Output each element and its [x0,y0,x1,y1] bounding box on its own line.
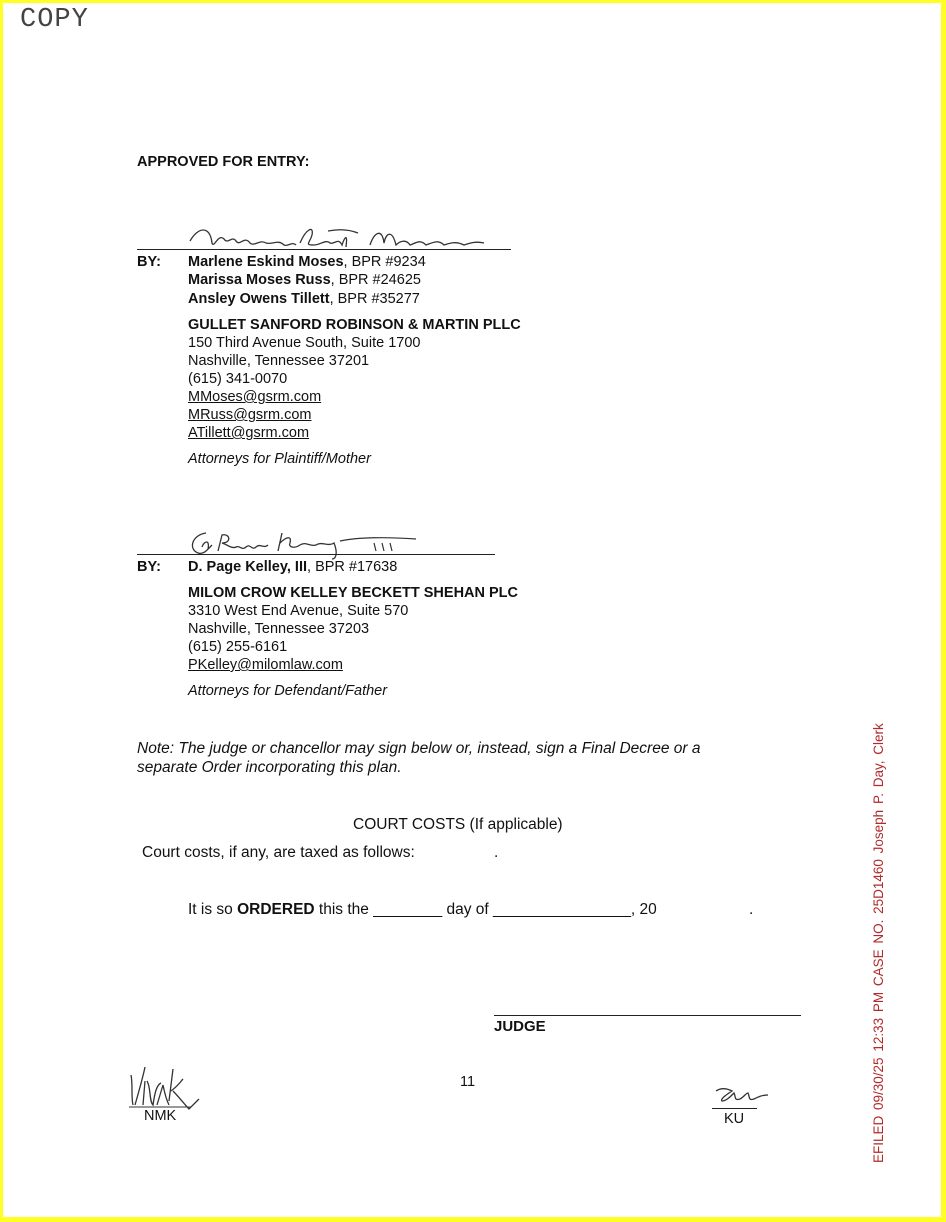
initials-signature-nmk-icon [127,1061,207,1111]
address-line1-defendant: 3310 West End Avenue, Suite 570 [188,603,409,619]
initials-signature-ku-icon [712,1085,772,1107]
bpr-number: , BPR #9234 [343,254,426,270]
email-link-pkelley[interactable]: PKelley@milomlaw.com [188,657,343,673]
signature-moses-icon [188,219,488,253]
attorney-name: D. Page Kelley, III [188,559,308,575]
note-line2: separate Order incorporating this plan. [137,759,402,776]
email-link-mruss[interactable]: MRuss@gsrm.com [188,407,312,423]
attorney-kelley [188,558,397,576]
attorney-name: Marlene Eskind Moses [188,254,344,270]
court-costs-text: Court costs, if any, are taxed as follows: [142,844,415,861]
email-link-mmoses[interactable]: MMoses@gsrm.com [188,389,322,405]
role-defendant: Attorneys for Defendant/Father [188,683,388,699]
address-line1-plaintiff: 150 Third Avenue South, Suite 1700 [188,335,421,351]
firm-name-plaintiff: GULLET SANFORD ROBINSON & MARTIN PLLC [188,317,521,333]
attorney-tillett [188,290,420,308]
approved-heading: APPROVED FOR ENTRY: [137,154,310,170]
signature-kelley-icon [188,527,418,561]
email-link-atillett[interactable]: ATillett@gsrm.com [188,425,310,441]
page-number: 11 [460,1074,476,1090]
bpr-number: , BPR #24625 [330,272,421,288]
judge-label: JUDGE [494,1018,546,1035]
attorney-moses [188,253,426,271]
order-line [188,901,657,919]
bpr-number: , BPR #17638 [307,559,398,575]
order-end-period: . [749,901,754,918]
address-line2-plaintiff: Nashville, Tennessee 37201 [188,353,370,369]
order-prefix: It is so [188,901,238,918]
judge-signature-line [494,1015,801,1016]
role-plaintiff: Attorneys for Plaintiff/Mother [188,451,371,467]
attorney-name: Marissa Moses Russ [188,272,331,288]
order-date-blanks: this the ________ day of ________________, 20 [314,901,657,918]
signature-line-defendant [137,554,495,555]
ordered-bold: ORDERED [237,901,315,918]
by-label-defendant: BY: [137,559,161,575]
efiled-stamp: EFILED 09/30/25 12:33 PM CASE NO. 25D1460 Joseph P. Day, Clerk [871,723,886,1163]
court-costs-heading: COURT COSTS (If applicable) [353,816,563,833]
bpr-number: , BPR #35277 [329,291,420,307]
copy-stamp: COPY [20,5,89,35]
court-costs-period: . [494,844,499,861]
attorney-russ [188,271,421,289]
document-page [3,3,941,1217]
address-line2-defendant: Nashville, Tennessee 37203 [188,621,370,637]
phone-plaintiff: (615) 341-0070 [188,371,288,387]
phone-defendant: (615) 255-6161 [188,639,288,655]
by-label-plaintiff: BY: [137,254,161,270]
attorney-name: Ansley Owens Tillett [188,291,330,307]
note-line1: Note: The judge or chancellor may sign below or, instead, sign a Final Decree or a [137,740,701,757]
initials-ku: KU [724,1111,745,1127]
firm-name-defendant: MILOM CROW KELLEY BECKETT SHEHAN PLC [188,585,519,601]
initials-line-ku [712,1108,757,1109]
signature-line-plaintiff [137,249,511,250]
initials-nmk: NMK [144,1108,177,1124]
